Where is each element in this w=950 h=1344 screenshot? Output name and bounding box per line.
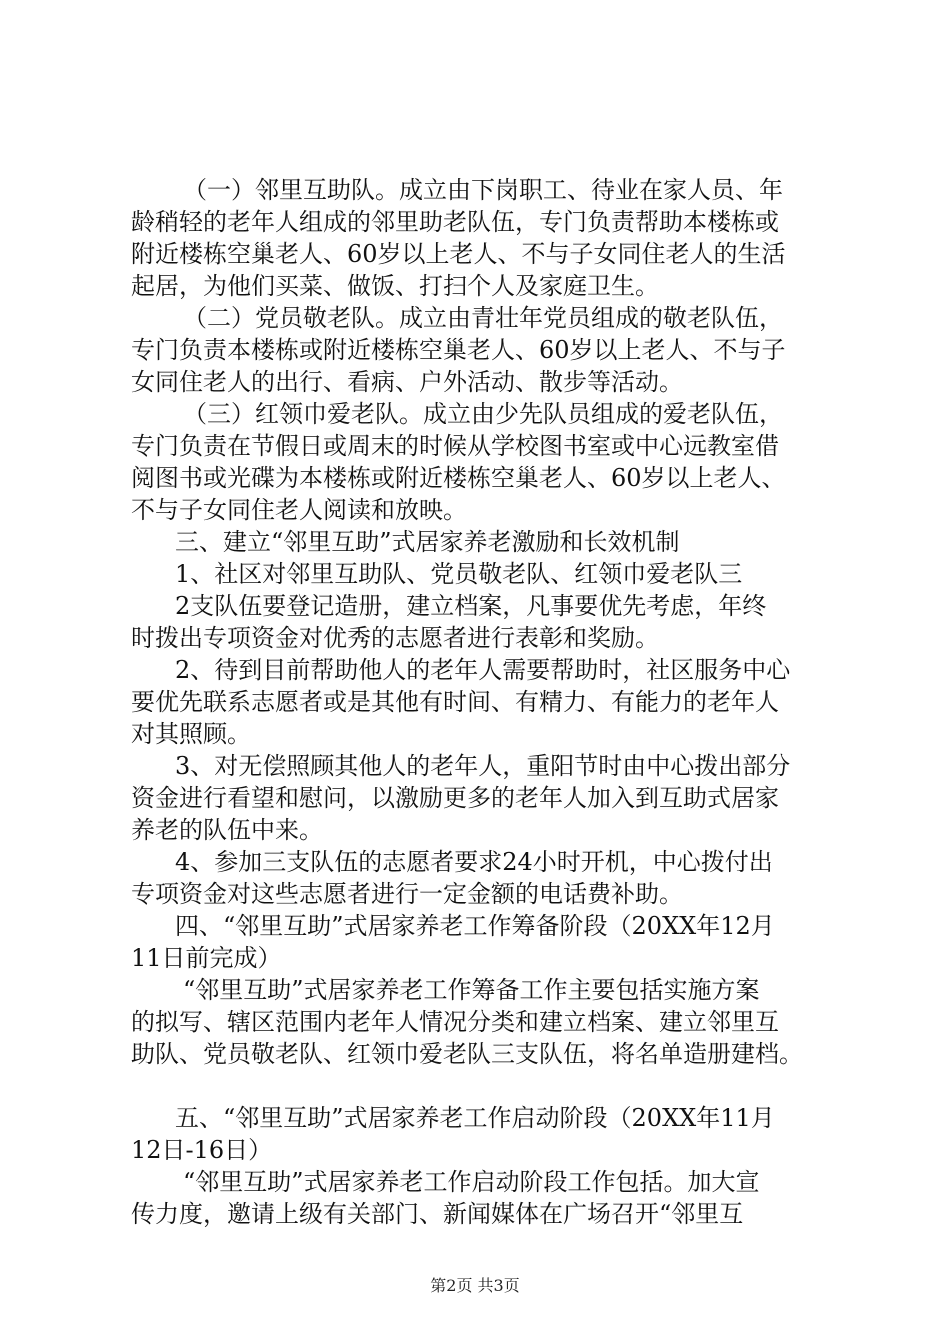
text-line: 专门负责在节假日或周末的时候从学校图书室或中心远教室借 — [131, 432, 779, 460]
text-line: “邻里互助”式居家养老工作启动阶段工作包括。加大宣 — [183, 1168, 760, 1196]
text-line: 阅图书或光碟为本楼栋或附近楼栋空巢老人、60岁以上老人、 — [131, 464, 786, 492]
text-line: 传力度，邀请上级有关部门、新闻媒体在广场召开“邻里互 — [131, 1200, 744, 1228]
text-line: 专项资金对这些志愿者进行一定金额的电话费补助。 — [131, 880, 683, 908]
text-line: （三）红领巾爱老队。成立由少先队员组成的爱老队伍， — [183, 400, 783, 428]
text-line: 对其照顾。 — [131, 720, 251, 748]
text-line: 要优先联系志愿者或是其他有时间、有精力、有能力的老年人 — [131, 688, 779, 716]
text-line: 起居，为他们买菜、做饭、打扫个人及家庭卫生。 — [131, 272, 659, 300]
text-line: 3、对无偿照顾其他人的老年人，重阳节时由中心拨出部分 — [175, 752, 791, 780]
text-line: 附近楼栋空巢老人、60岁以上老人、不与子女同住老人的生活 — [131, 240, 786, 268]
text-line: 1、社区对邻里互助队、党员敬老队、红领巾爱老队三 — [175, 560, 743, 588]
text-line: 的拟写、辖区范围内老年人情况分类和建立档案、建立邻里互 — [131, 1008, 779, 1036]
text-line: 不与子女同住老人阅读和放映。 — [131, 496, 467, 524]
text-line: 11日前完成） — [131, 944, 282, 972]
text-line: 资金进行看望和慰问，以激励更多的老年人加入到互助式居家 — [131, 784, 779, 812]
text-line: 助队、党员敬老队、红领巾爱老队三支队伍，将名单造册建档。 — [131, 1040, 803, 1068]
section-heading: 四、“邻里互助”式居家养老工作筹备阶段（20XX年12月 — [175, 912, 775, 940]
page-number: 第2页 共3页 — [430, 1276, 520, 1295]
text-line: （一）邻里互助队。成立由下岗职工、待业在家人员、年 — [183, 176, 783, 204]
text-line: 专门负责本楼栋或附近楼栋空巢老人、60岁以上老人、不与子 — [131, 336, 786, 364]
text-line: 时拨出专项资金对优秀的志愿者进行表彰和奖励。 — [131, 624, 659, 652]
text-line: 龄稍轻的老年人组成的邻里助老队伍，专门负责帮助本楼栋或 — [131, 208, 779, 236]
text-line: 4、参加三支队伍的志愿者要求24小时开机，中心拨付出 — [175, 848, 773, 876]
text-line: 女同住老人的出行、看病、户外活动、散步等活动。 — [131, 368, 683, 396]
text-line: “邻里互助”式居家养老工作筹备工作主要包括实施方案 — [183, 976, 760, 1004]
text-line: 12日-16日） — [131, 1136, 273, 1164]
text-line: 2、待到目前帮助他人的老年人需要帮助时，社区服务中心 — [175, 656, 791, 684]
text-line: （二）党员敬老队。成立由青壮年党员组成的敬老队伍， — [183, 304, 783, 332]
text-line: 2支队伍要登记造册，建立档案，凡事要优先考虑，年终 — [175, 592, 767, 620]
text-line: 养老的队伍中来。 — [131, 816, 323, 844]
section-heading: 三、建立“邻里互助”式居家养老激励和长效机制 — [175, 528, 680, 556]
section-heading: 五、“邻里互助”式居家养老工作启动阶段（20XX年11月 — [175, 1104, 775, 1132]
